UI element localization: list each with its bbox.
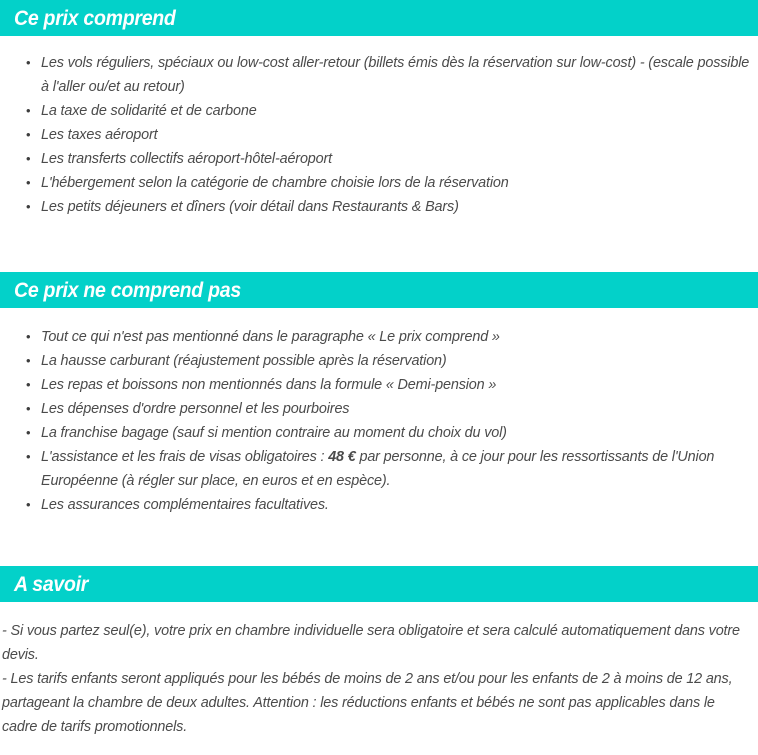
- note-paragraph: - Si vous partez seul(e), votre prix en chambre individuelle sera obligatoire et sera calculé automatiquement dans votre devis.: [2, 623, 740, 663]
- list-item: • Les dépenses d'ordre personnel et les pourboires: [0, 397, 758, 421]
- good-to-know-notes: [0, 619, 758, 739]
- section-header-included: [0, 0, 758, 36]
- visa-fee-text-after: par personne, à ce jour pour les ressortissants de l'Union Européenne (à régler sur place, en euros et en espèce).: [41, 449, 715, 489]
- note-paragraph: - Les tarifs enfants seront appliqués pour les bébés de moins de 2 ans et/ou pour les enfants de 2 à moins de 12 ans, partageant la chambre de deux adultes. Attention : les réductions enfants et bébés ne sont pas applicables dans le cadre de tarifs promotionnels.: [2, 671, 733, 735]
- section-header-not-included: [0, 272, 758, 308]
- list-item: • Les repas et boissons non mentionnés dans la formule « Demi-pension »: [0, 373, 758, 397]
- included-list: [0, 51, 758, 219]
- list-item: • Les vols réguliers, spéciaux ou low-cost aller-retour (billets émis dès la réservation sur low-cost) - (escale possible à l'aller ou/et au retour): [0, 51, 758, 99]
- list-item-visa-fee: [0, 445, 758, 493]
- list-item: • L'hébergement selon la catégorie de chambre choisie lors de la réservation: [0, 171, 758, 195]
- section-header-good-to-know: [0, 566, 758, 602]
- list-item: • Tout ce qui n'est pas mentionné dans le paragraphe « Le prix comprend »: [0, 325, 758, 349]
- list-item: • Les assurances complémentaires facultatives.: [0, 493, 758, 517]
- list-item: • La franchise bagage (sauf si mention contraire au moment du choix du vol): [0, 421, 758, 445]
- visa-fee-amount: 48 €: [328, 449, 356, 465]
- list-item: • Les petits déjeuners et dîners (voir détail dans Restaurants & Bars): [0, 195, 758, 219]
- visa-fee-text-before: L'assistance et les frais de visas obligatoires :: [41, 449, 329, 465]
- list-item: • Les transferts collectifs aéroport-hôtel-aéroport: [0, 147, 758, 171]
- list-item: • Les taxes aéroport: [0, 123, 758, 147]
- list-item: • La taxe de solidarité et de carbone: [0, 99, 758, 123]
- not-included-list: [0, 325, 758, 517]
- section-title-good-to-know: A savoir: [14, 572, 89, 596]
- list-item: • La hausse carburant (réajustement possible après la réservation): [0, 349, 758, 373]
- section-title-included: Ce prix comprend: [14, 6, 176, 30]
- section-title-not-included: Ce prix ne comprend pas: [14, 278, 241, 302]
